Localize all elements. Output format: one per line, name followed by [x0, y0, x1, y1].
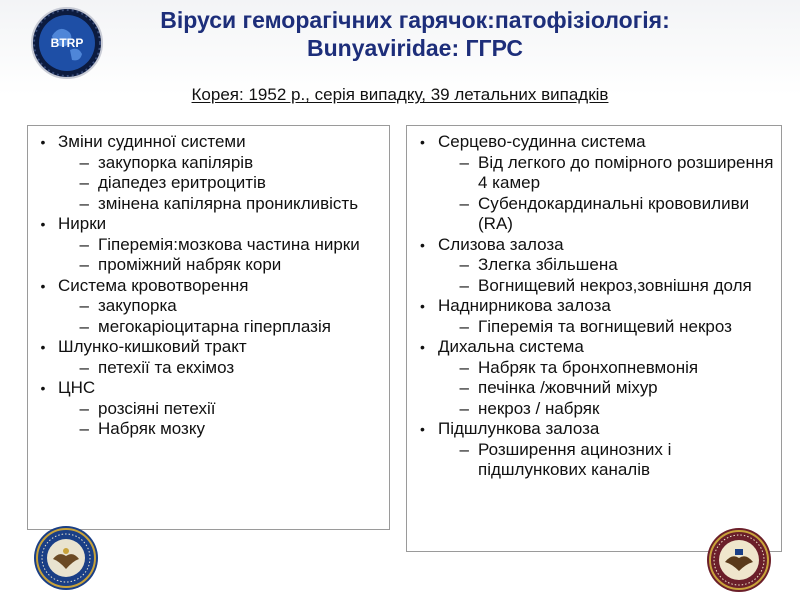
subtitle: Корея: 1952 р., серія випадку, 39 летальних випадків [191, 85, 609, 104]
logo-text: BTRP [50, 36, 84, 50]
sub-list-item-label: Субендокардинальні крововиливи (RA) [478, 193, 750, 233]
list-item-heading [28, 276, 385, 297]
list-item-label: Зміни судинної системи [58, 132, 246, 151]
list-item-heading [407, 337, 777, 358]
sub-list-item-label: мегокаріоцитарна гіперплазія [98, 316, 331, 336]
sub-list-item-label: змінена капілярна проникливість [98, 193, 359, 213]
bullet-icon: • [420, 236, 425, 253]
sub-list [28, 235, 385, 276]
dash-icon: – [459, 398, 469, 418]
bullet-icon: • [40, 339, 46, 355]
list-item [407, 337, 777, 419]
list-item-heading [407, 296, 777, 317]
sub-list-item-label: розсіяні петехії [98, 398, 216, 418]
bullet-icon: • [420, 298, 425, 314]
sub-list-item [28, 317, 385, 338]
sub-list-item [407, 153, 777, 194]
sub-list [407, 358, 777, 420]
bullet-icon: • [420, 421, 425, 437]
list-item-label: ЦНС [58, 378, 96, 397]
sub-list-item [407, 255, 777, 276]
sub-list [28, 153, 385, 215]
sub-list-item [28, 153, 385, 174]
list-item [28, 132, 385, 214]
dash-icon: – [79, 193, 89, 213]
left-panel [27, 125, 390, 530]
sub-list-item [407, 358, 777, 379]
list-item-heading [407, 419, 777, 440]
sub-list-item-label: Розширення ацинозних і підшлункових каналів [478, 439, 672, 479]
dash-icon: – [79, 316, 89, 336]
list-item-label: Серцево-судинна система [438, 132, 646, 151]
btrp-logo [30, 6, 104, 80]
title-line-1: Віруси геморагічних гарячок:патофізіологія: [160, 7, 670, 33]
sub-list-item-label: Гіперемія:мозкова частина нирки [98, 234, 360, 254]
dash-icon: – [79, 234, 89, 254]
sub-list [407, 153, 777, 235]
list-item-label: Підшлункова залоза [438, 419, 600, 438]
dash-icon: – [459, 357, 469, 377]
list-item-label: Дихальна система [438, 337, 584, 356]
list-item-heading [407, 235, 777, 256]
bullet-icon: • [40, 380, 46, 396]
sub-list-item [28, 255, 385, 276]
list-item-heading [28, 132, 385, 153]
list-item [407, 419, 777, 481]
list-item-heading [407, 132, 777, 153]
sub-list [28, 358, 385, 379]
bullet-icon: • [420, 134, 425, 150]
dash-icon: – [459, 193, 469, 213]
sub-list-item [407, 194, 777, 235]
dash-icon: – [79, 173, 89, 192]
bullet-icon: • [420, 339, 425, 355]
dash-icon: – [459, 439, 469, 459]
dash-icon: – [459, 378, 469, 397]
dash-icon: – [459, 255, 469, 274]
sub-list-item-label: некроз / набряк [478, 398, 600, 418]
list-item [407, 132, 777, 235]
sub-list-item-label: Вогнищевий некроз,зовнішня доля [478, 275, 752, 295]
right-list [407, 132, 777, 481]
sub-list-item-label: Гіперемія та вогнищевий некроз [478, 316, 732, 336]
page-title [110, 6, 720, 62]
sub-list [407, 255, 777, 296]
list-item-label: Нирки [58, 214, 107, 233]
sub-list-item [407, 317, 777, 338]
sub-list-item [28, 296, 385, 317]
sub-list-item [28, 173, 385, 194]
list-item-heading [28, 378, 385, 399]
right-panel [406, 125, 782, 552]
dash-icon: – [459, 316, 469, 336]
sub-list-item-label: Злегка збільшена [478, 255, 618, 274]
sub-list-item-label: Від легкого до помірного розширення 4 камер [478, 152, 774, 192]
sub-list-item [28, 194, 385, 215]
dod-seal-right-icon [706, 527, 772, 593]
list-item [28, 214, 385, 276]
sub-list [407, 440, 777, 481]
dash-icon: – [79, 419, 89, 438]
sub-list-item [407, 399, 777, 420]
bullet-icon: • [40, 134, 46, 150]
sub-list [28, 296, 385, 337]
sub-list [407, 317, 777, 338]
sub-list-item [407, 440, 777, 481]
dash-icon: – [79, 357, 89, 377]
list-item-heading [28, 214, 385, 235]
title-line-2: Bunyaviridae: ГГРС [307, 35, 523, 61]
dod-seal-left-icon [33, 525, 99, 591]
sub-list-item-label: петехії та екхімоз [98, 357, 235, 377]
bullet-icon: • [40, 216, 46, 232]
sub-list-item [28, 358, 385, 379]
dash-icon: – [79, 255, 89, 274]
dash-icon: – [79, 296, 89, 315]
sub-list-item [407, 276, 777, 297]
sub-list-item [407, 378, 777, 399]
sub-list-item [28, 419, 385, 440]
list-item [28, 337, 385, 378]
left-list [28, 132, 385, 440]
sub-list-item-label: закупорка [98, 296, 177, 315]
sub-list-item [28, 235, 385, 256]
list-item-label: Шлунко-кишковий тракт [58, 337, 247, 356]
sub-list-item-label: закупорка капілярів [98, 152, 254, 172]
dash-icon: – [79, 152, 89, 172]
dash-icon: – [459, 275, 469, 295]
dash-icon: – [79, 398, 89, 418]
sub-list-item-label: діапедез еритроцитів [98, 173, 266, 192]
list-item [407, 235, 777, 297]
sub-list-item [28, 399, 385, 420]
list-item-heading [28, 337, 385, 358]
sub-list-item-label: Набряк та бронхопневмонія [478, 357, 699, 377]
list-item-label: Слизова залоза [438, 234, 564, 254]
dash-icon: – [459, 152, 469, 172]
list-item-label: Система кровотворення [58, 275, 249, 295]
sub-list-item-label: Набряк мозку [98, 419, 205, 438]
list-item [28, 378, 385, 440]
bullet-icon: • [40, 277, 46, 294]
sub-list-item-label: проміжний набряк кори [98, 255, 282, 274]
list-item-label: Наднирникова залоза [438, 296, 611, 315]
list-item [28, 276, 385, 338]
list-item [407, 296, 777, 337]
sub-list-item-label: печінка /жовчний міхур [478, 378, 658, 397]
sub-list [28, 399, 385, 440]
